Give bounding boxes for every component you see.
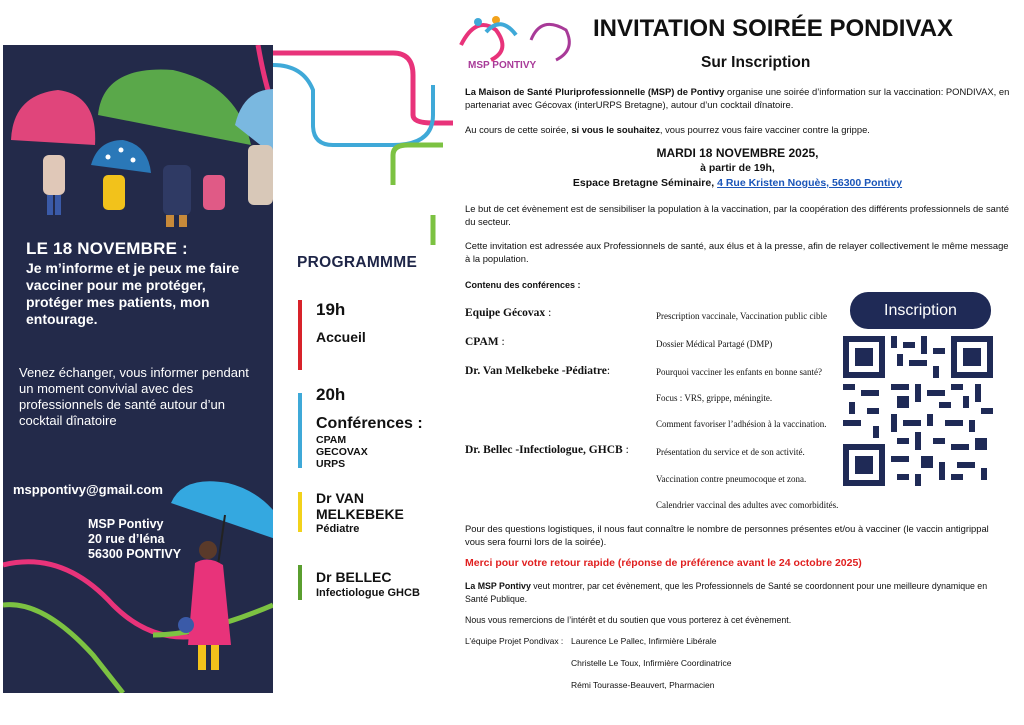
speaker-row-label: [465, 444, 629, 456]
logistics-paragraph: Pour des questions logistiques, il nous faut connaître le nombre de personnes présentes et/ou à vacciner (le vaccin antigrippal vous sera fourni lors de la soirée).: [465, 523, 989, 547]
speaker-colon: :: [606, 365, 611, 377]
team-member: Rémi Tourasse-Beauvert, Pharmacien: [571, 680, 715, 690]
contents-heading: Contenu des conférences :: [465, 280, 581, 290]
address-line: MSP Pontivy: [88, 517, 164, 531]
invite-line: cocktail dînatoire: [19, 413, 117, 428]
event-date: MARDI 18 NOVEMBRE 2025,: [656, 146, 819, 160]
lead-line: Je m’informe et je peux me faire: [26, 260, 240, 276]
vaccine-note: [465, 123, 1010, 136]
date-heading: LE 18 NOVEMBRE :: [26, 239, 188, 258]
lead-line: vacciner pour me protéger,: [26, 277, 206, 293]
invite-line: Venez échanger, vous informer pendant: [19, 365, 249, 380]
invite-text: [19, 365, 269, 429]
address-line: 56300 PONTIVY: [88, 547, 182, 561]
speaker-colon: :: [498, 336, 505, 348]
speaker-row-label: [465, 365, 610, 377]
intro-paragraph: [465, 85, 1010, 111]
intro-rest: organise une soirée d’information sur la vaccination: PONDIVAX, en partenariat avec Gécovax (interURPS Bretagne), autour d’un cocktail dînatoire.: [465, 86, 1010, 110]
topic-item: Comment favoriser l’adhésion à la vaccination.: [656, 419, 827, 429]
note-pre: Au cours de cette soirée,: [465, 124, 572, 135]
left-poster-panel: [3, 45, 273, 693]
speaker-colon: :: [622, 444, 629, 456]
speaker-label: Dr. Van Melkebeke -Pédiatre: [465, 365, 607, 377]
signup-qr-code[interactable]: [843, 336, 993, 486]
note-post: , vous pourrez vous faire vacciner contre la grippe.: [659, 124, 870, 135]
page-subtitle: Sur Inscription: [701, 54, 811, 71]
topic-item: Pourquoi vacciner les enfants en bonne santé?: [656, 367, 822, 377]
decorative-lines: [273, 45, 453, 255]
slot-label: Accueil: [316, 329, 366, 345]
speaker-name-line: Dr VAN: [316, 490, 364, 506]
conference-item: URPS: [316, 458, 346, 470]
topic-item: Calendrier vaccinal des adultes avec comorbidités.: [656, 500, 839, 510]
audience-paragraph: Cette invitation est adressée aux Professionnels de santé, aux élus et à la presse, afin de relayer collectivement le même message à la population.: [465, 240, 1009, 264]
conference-item: GECOVAX: [316, 446, 368, 458]
program-title: PROGRAMMME: [297, 254, 418, 271]
lead-text: [26, 260, 271, 328]
team-label: L’équipe Projet Pondivax :: [465, 636, 564, 646]
topic-item: Dossier Médical Partagé (DMP): [656, 339, 773, 349]
lead-line: protéger mes patients, mon: [26, 294, 210, 310]
intro-bold: La Maison de Santé Pluriprofessionnelle (MSP) de Pontivy: [465, 86, 725, 97]
program-divider-green: [298, 565, 302, 600]
invite-line: professionnels de santé autour d’un: [19, 397, 225, 412]
event-details: [465, 146, 1010, 191]
event-time: à partir de 19h,: [700, 162, 775, 174]
page-title: INVITATION SOIRÉE PONDIVAX: [593, 15, 954, 42]
closing-paragraph: [465, 580, 1010, 606]
note-bold: si vous le souhaitez: [571, 124, 660, 135]
contact-email[interactable]: msppontivy@gmail.com: [13, 482, 163, 497]
topic-item: Présentation du service et de son activité.: [656, 447, 805, 457]
speaker-role: Pédiatre: [316, 523, 360, 535]
thanks-paragraph: Nous vous remercions de l’intérêt et du soutien que vous porterez à cet évènement.: [465, 615, 792, 625]
speaker-row-label: [465, 307, 551, 319]
event-venue: [465, 176, 1010, 191]
speaker-name-line: MELKEBEKE: [316, 506, 404, 522]
msp-logo: [456, 10, 578, 72]
program-divider-yellow: [298, 492, 302, 532]
speaker-row-label: [465, 336, 505, 348]
team-member: Laurence Le Pallec, Infirmière Libérale: [571, 636, 717, 646]
speaker-label: Equipe Gécovax: [465, 307, 546, 319]
slot-label: Conférences :: [316, 415, 423, 432]
msp-address: [88, 517, 181, 562]
slot-time: 19h: [316, 300, 346, 319]
closing-rest: veut montrer, par cet évènement, que les Professionnels de Santé se coordonnent pour une meilleure dynamique en Santé Publique.: [465, 581, 988, 604]
invite-line: un moment convivial avec des: [19, 381, 194, 396]
topic-item: Prescription vaccinale, Vaccination public cible: [656, 311, 828, 321]
venue-address-link[interactable]: 4 Rue Kristen Noguès, 56300 Pontivy: [717, 177, 903, 189]
slot-time: 20h: [316, 385, 346, 404]
speaker-label: CPAM: [465, 336, 499, 348]
reply-notice: Merci pour votre retour rapide (réponse de préférence avant le 24 octobre 2025): [465, 557, 862, 569]
closing-bold: La MSP Pontivy: [465, 581, 531, 591]
topic-item: Vaccination contre pneumocoque et zona.: [656, 474, 807, 484]
venue-name: Espace Bretagne Séminaire,: [572, 177, 718, 189]
speaker-name: Dr BELLEC: [316, 569, 392, 585]
speaker-colon: :: [545, 307, 552, 319]
logo-text: MSP PONTIVY: [468, 60, 537, 71]
lead-line: entourage.: [26, 311, 98, 327]
speaker-name: [316, 490, 404, 522]
program-divider-blue: [298, 393, 302, 468]
address-line: 20 rue d’Iéna: [88, 532, 165, 546]
speaker-label: Dr. Bellec -Infectiologue, GHCB: [465, 444, 623, 456]
topic-item: Focus : VRS, grippe, méningite.: [656, 393, 773, 403]
inscription-button[interactable]: Inscription: [850, 292, 991, 329]
purpose-paragraph: Le but de cet évènement est de sensibiliser la population à la vaccination, par la coopération des différents professionnels de santé du secteur.: [465, 203, 1009, 227]
conference-list: [316, 434, 368, 470]
program-divider-red: [298, 300, 302, 370]
conference-item: CPAM: [316, 434, 347, 446]
speaker-role: Infectiologue GHCB: [316, 587, 420, 599]
team-member: Christelle Le Toux, Infirmière Coordinatrice: [571, 658, 732, 668]
